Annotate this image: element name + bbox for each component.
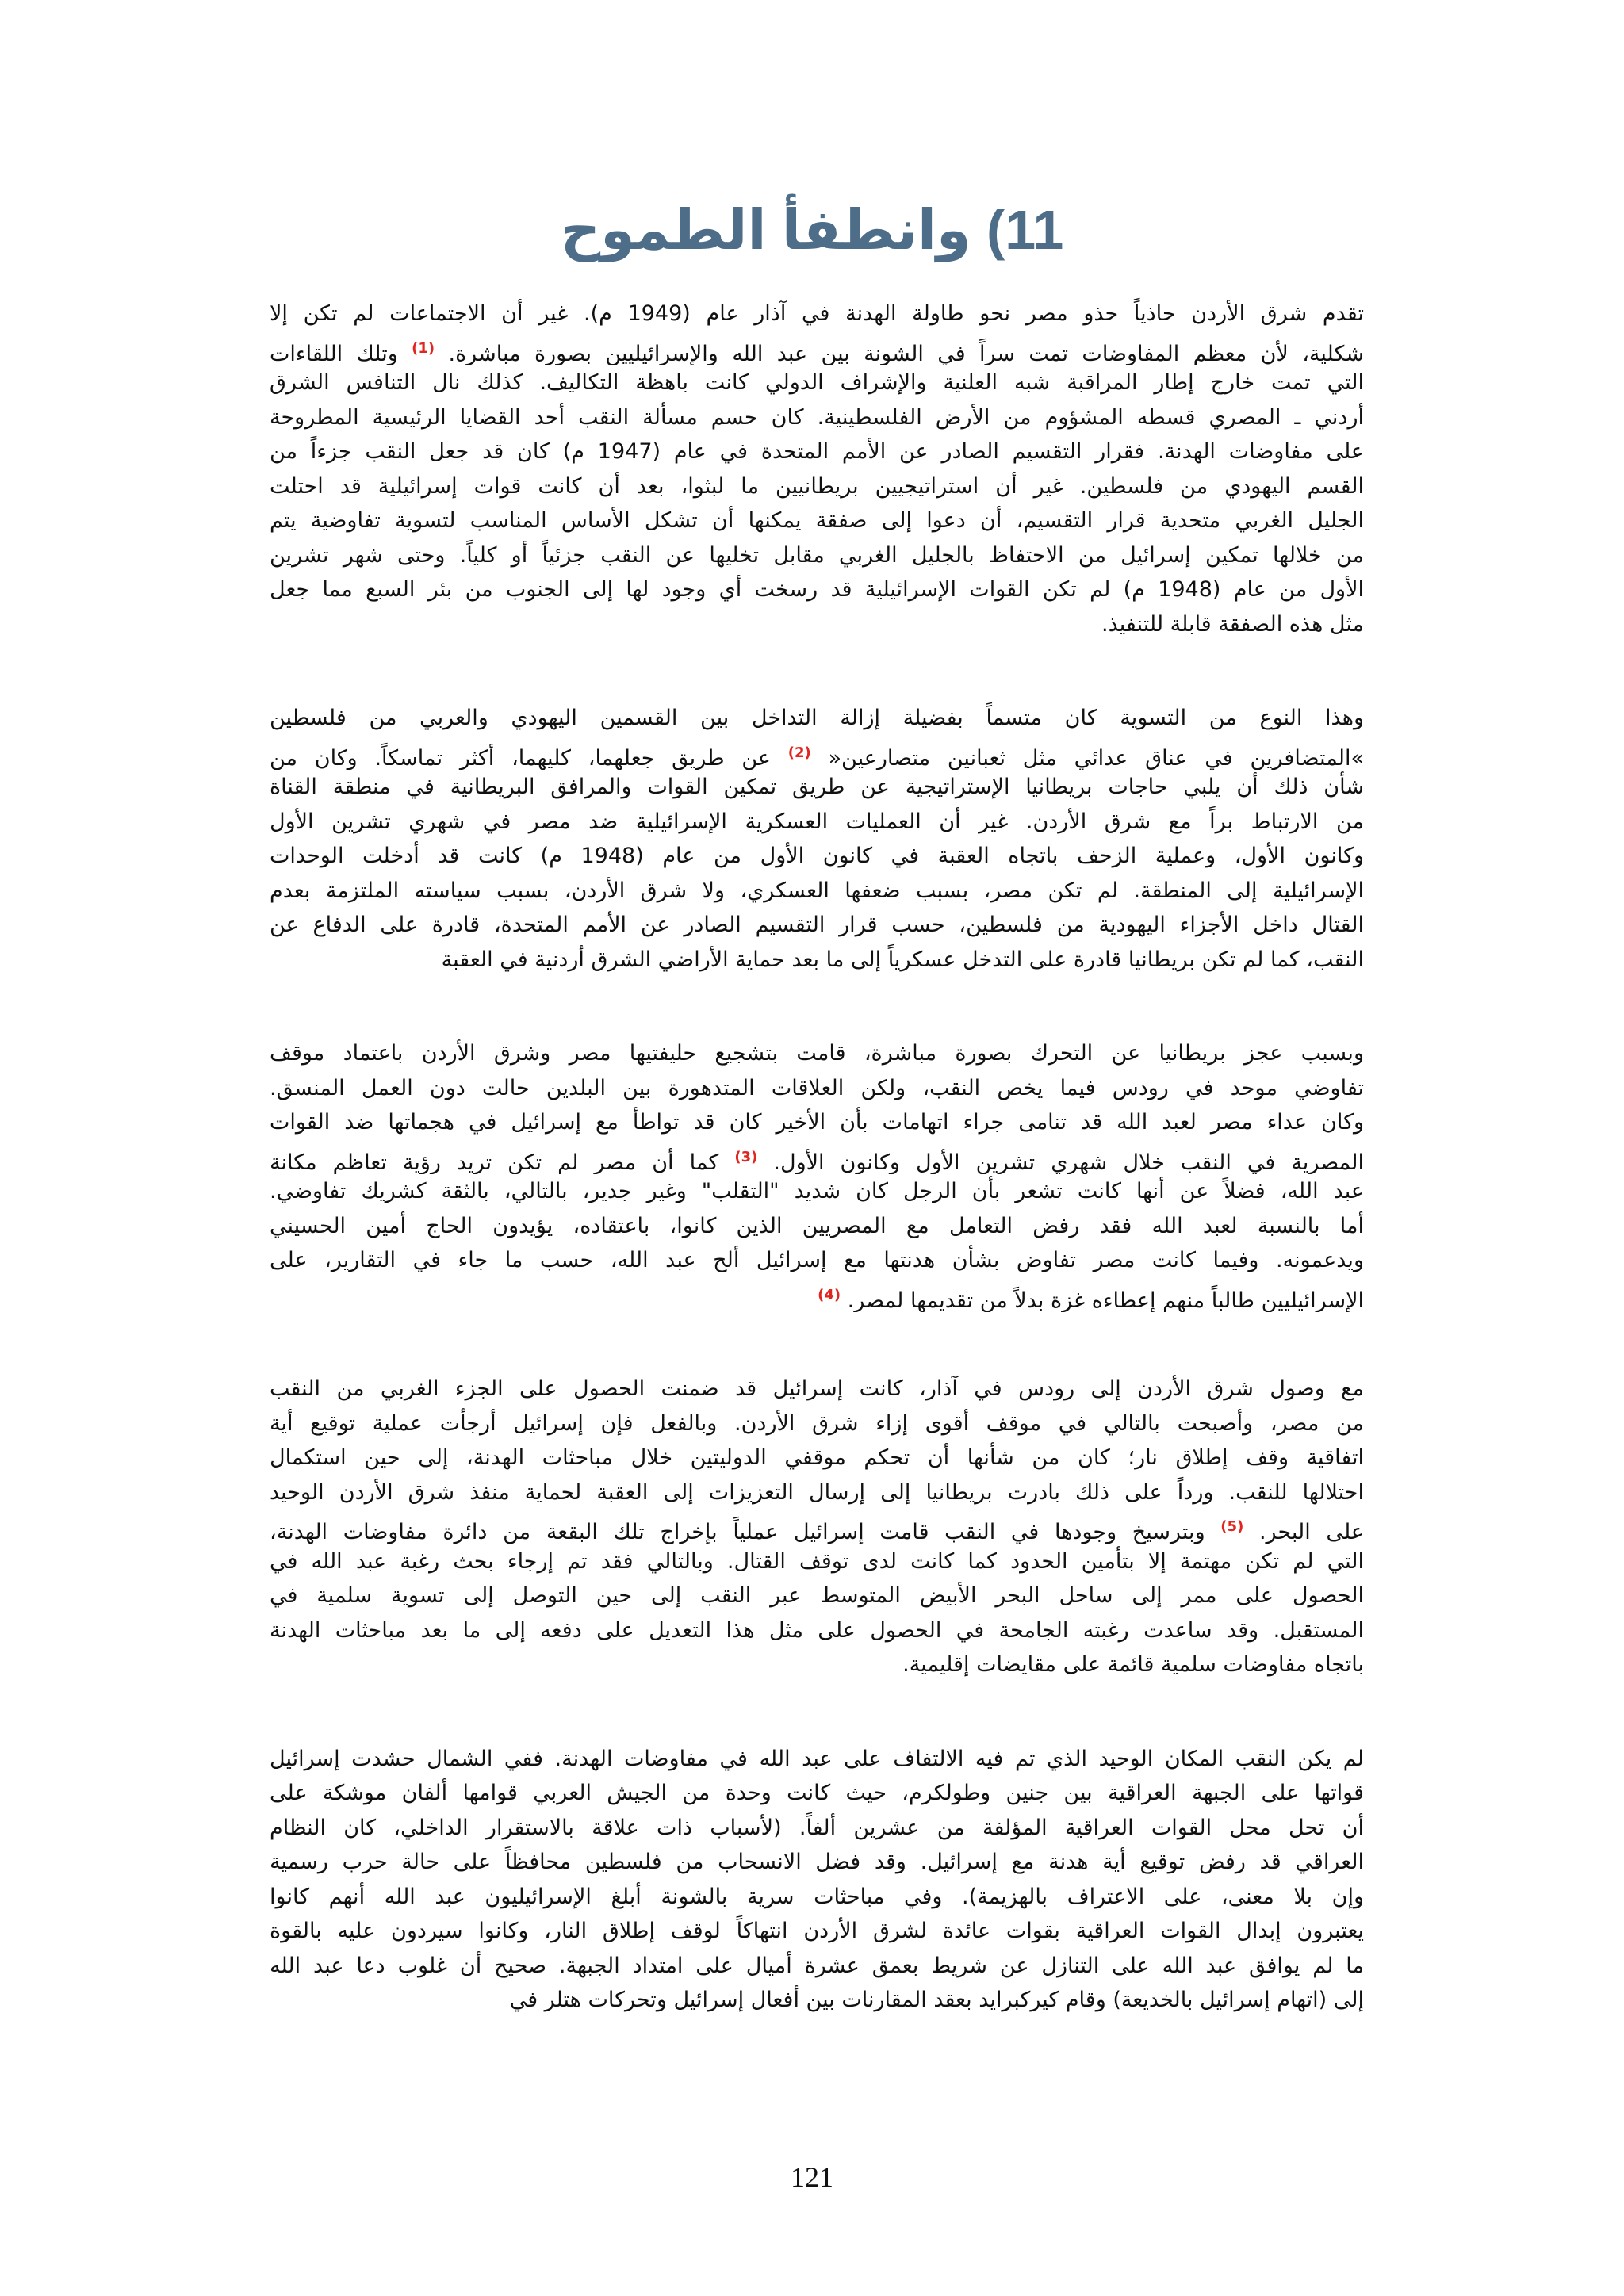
text-line: تقدم شرق الأردن حاذياً حذو مصر نحو طاولة الهدنة في آذار عام (1949 م). غير أن الاجتماعات لم تكن إلا [270,301,1364,326]
text-line: التي تمت خارج إطار المراقبة شبه العلنية والإشراف الدولي كانت باهظة التكاليف. كذلك نال التنافس الشرق [270,370,1364,395]
text-line: مع وصول شرق الأردن إلى رودس في آذار، كانت إسرائيل قد ضمنت الحصول على الجزء الغربي من النقب [270,1376,1364,1401]
text-line: قواتها على الجبهة العراقية بين جنين وطولكرم، حيث كانت وحدة من الجيش العربي قوامها ألفان موشكة على [270,1781,1364,1805]
footnote-marker[interactable]: (4) [818,1286,841,1303]
text-line: من الارتباط براً مع شرق الأردن. غير أن العمليات العسكرية الإسرائيلية ضد مصر في شهري تشرين الأول [270,809,1364,834]
text-line: تفاوضي موحد في رودس فيما يخص النقب، ولكن العلاقات المتدهورة بين البلدين حالت دون العمل المنسق. [270,1075,1364,1100]
footnote-marker[interactable]: (2) [787,744,811,761]
text-line: يعتبرون إبدال القوات العراقية بقوات عائدة لشرق الأردن انتهاكاً لوقف إطلاق النار، وكانوا سيردون عليه بالقوة [270,1919,1364,1943]
text-line: الحصول على ممر إلى ساحل البحر الأبيض المتوسط عبر النقب إلى حين التوصل إلى تسوية سلمية في [270,1583,1364,1608]
text-line: أما بالنسبة لعبد الله فقد رفض التعامل مع المصريين الذين كانوا، باعتقاده، يؤيدون الحاج أمين الحسيني [270,1213,1364,1238]
chapter-title: 11) وانطفأ الطموح [560,199,1064,261]
text-line: لم يكن النقب المكان الوحيد الذي تم فيه الالتفاف على عبد الله في مفاوضات الهدنة. ففي الشمال حشدت إسرائيل [270,1746,1364,1771]
text-line: من مصر، وأصبحت بالتالي في موقف أقوى إزاء شرق الأردن. وبالفعل فإن إسرائيل أرجأت عملية توقيع أية [270,1410,1364,1436]
page-number: 121 [791,2161,833,2193]
text-line: أن تحل محل القوات العراقية المؤلفة من عشرين ألفاً. (لأسباب ذات علاقة بالاستقرار الداخلي، كان النظام [270,1815,1364,1840]
text-line: عبد الله، فضلاً عن أنها كانت تشعر بأن الرجل كان شديد "التقلب" وغير جدير، بالتالي، بالثقة كشريك تفاوضي. [270,1179,1364,1203]
body-text [270,297,1364,2077]
text-line: المصرية في النقب خلال شهري تشرين الأول وكانون الأول. $^{(3)}$ كما أن مصر لم تكن تريد رؤية تعاظم مكانة [270,1148,1364,1174]
text-line: مثل هذه الصفقة قابلة للتنفيذ. [1101,611,1364,637]
footnote-marker[interactable]: (1) [412,339,435,357]
text-line: ما لم يوافق عبد الله على التنازل عن شريط بعمق عشرة أميال على امتداد الجبهة. صحيح أن غلوب دعا عبد الله [270,1953,1364,1978]
text-line: إلى (اتهام إسرائيل بالخديعة) وقام كيركبرايد بعقد المقارنات بين أفعال إسرائيل وتحركات هتلر في [509,1988,1364,2012]
text-line: ويدعمونه. وفيما كانت مصر تفاوض بشأن هدنتها مع إسرائيل ألح عبد الله، حسب ما جاء في التقارير، على [270,1248,1364,1272]
text-line: احتلالها للنقب. ورداً على ذلك بادرت بريطانيا إلى إرسال التعزيزات إلى العقبة لحماية منفذ شرق الأردن الوحيد [270,1479,1364,1505]
text-line: وإن بلا معنى، على الاعتراف بالهزيمة). وفي مباحثات سرية بالشونة أبلغ الإسرائيليون عبد الله أنهم كانوا [270,1884,1364,1909]
text-line: القسم اليهودي من فلسطين. غير أن استراتيجيين بريطانيين ما لبثوا، بعد أن كانت قوات إسرائيلية قد احتلت [270,473,1364,499]
text-line: وكانون الأول، وعملية الزحف باتجاه العقبة في كانون الأول من عام (1948 م) كانت قد أدخلت الوحدات [270,844,1364,868]
footnote-marker[interactable]: (3) [734,1148,758,1165]
text-line: التي لم تكن مهتمة إلا بتأمين الحدود كما كانت لدى توقف القتال. وبالتالي فقد تم إرجاء بحث رغبة عبد الله في [270,1548,1364,1574]
text-line: شأن ذلك أن يلبي حاجات بريطانيا الإستراتيجية عن طريق تمكين القوات والمرافق البريطانية في منطقة القناة [270,775,1364,799]
text-line: الجليل الغربي متحدية قرار التقسيم، أن دعوا إلى صفقة يمكنها أن تشكل الأساس المناسب لتسوية تفاوضية يتم [270,508,1364,533]
text-line: من خلالها تمكين إسرائيل من الاحتفاظ بالجليل الغربي مقابل تخليها عن النقب جزئياً أو كلياً. وحتى شهر تشرين [270,542,1364,568]
text-line: »المتضافرين في عناق عدائي مثل ثعبانين متصارعين« $^{(2)}$ عن طريق جعلهما، كليهما، أكثر تماسكاً. وكان من [270,744,1364,770]
text-line: الإسرائيليين طالباً منهم إعطاءه غزة بدلاً من تقديمها لمصر. $^{(4)}$ [818,1286,1364,1312]
text-line: المستقبل. وقد ساعدت رغبته الجامحة في الحصول على مثل هذا التعديل على دفعه إلى ما بعد مباحثات الهدنة [270,1617,1364,1643]
text-line: القتال داخل الأجزاء اليهودية من فلسطين، حسب قرار التقسيم الصادر عن الأمم المتحدة، قادرة على الدفاع عن [270,913,1364,937]
text-line: وكان عداء مصر لعبد الله قد تنامى جراء اتهامات بأن الأخير كان قد تواطأ مع إسرائيل في هجماتها ضد القوات [270,1110,1364,1135]
text-line: العراقي قد رفض توقيع أية هدنة مع إسرائيل. وقد فضل الانسحاب من فلسطين محافظاً على حالة حرب رسمية [270,1850,1364,1874]
text-line: الإسرائيلية إلى المنطقة. لم تكن مصر، بسبب ضعفها العسكري، ولا شرق الأردن، بسبب سياسته الملتزمة بعدم [270,878,1364,903]
text-line: النقب، كما لم تكن بريطانيا قادرة على التدخل عسكرياً إلى ما بعد حماية الأراضي الشرق أردنية في العقبة [441,947,1364,972]
text-line: وبسبب عجز بريطانيا عن التحرك بصورة مباشرة، قامت بتشجيع حليفتيها مصر وشرق الأردن باعتماد موقف [270,1041,1364,1066]
paragraph [270,1036,1364,1312]
text-line: الأول من عام (1948 م) لم تكن القوات الإسرائيلية قد رسخت أي وجود لها إلى الجنوب من بئر السبع مما جعل [270,577,1364,602]
text-line: أردني ـ المصري قسطه المشؤوم من الأرض الفلسطينية. كان حسم مسألة النقب أحد القضايا الرئيسية المطروحة [270,404,1364,430]
text-line: باتجاه مفاوضات سلمية قائمة على مقايضات إقليمية. [902,1652,1364,1677]
paragraph [270,1742,1364,2018]
text-line: على مفاوضات الهدنة. فقرار التقسيم الصادر عن الأمم المتحدة في عام (1947 م) كان قد جعل النقب جزءاً من [270,439,1364,464]
text-line: على البحر. $^{(5)}$ وبترسيخ وجودها في النقب قامت إسرائيل عملياً بإخراج تلك البقعة من دائرة مفاوضات الهدنة، [270,1518,1364,1544]
footnote-marker[interactable]: (5) [1220,1518,1244,1535]
text-line: شكلية، لأن معظم المفاوضات تمت سراً في الشونة بين عبد الله والإسرائيليين بصورة مباشرة. $^{(1)}$ وتلك اللقاءات [270,339,1364,365]
paragraph [270,297,1364,641]
text-line: وهذا النوع من التسوية كان متسماً بفضيلة إزالة التداخل بين القسمين اليهودي والعربي من فلسطين [270,706,1364,730]
paragraph [270,1372,1364,1682]
paragraph [270,701,1364,977]
text-line: اتفاقية وقف إطلاق نار؛ كان من شأنها أن تحكم موقفي الدوليتين خلال مباحثات الهدنة، إلى حين استكمال [270,1445,1364,1470]
